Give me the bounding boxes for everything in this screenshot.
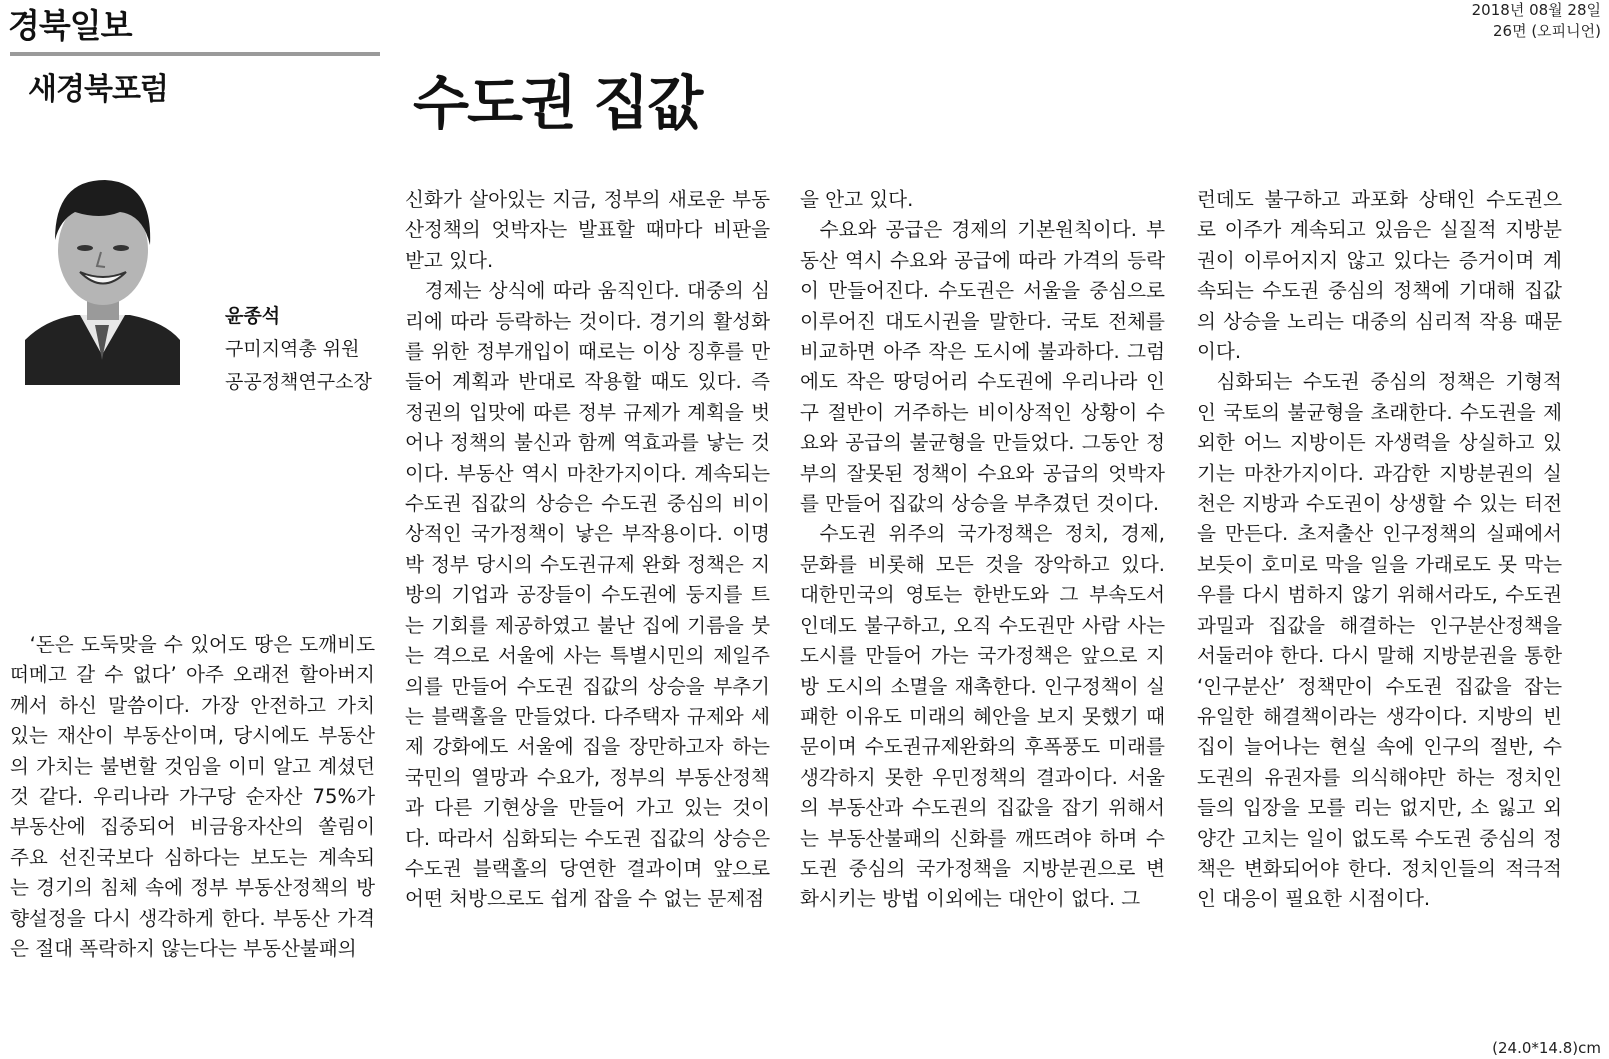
newspaper-masthead: 경북일보 xyxy=(8,6,132,45)
paragraph: ‘돈은 도둑맞을 수 있어도 땅은 도깨비도 떠메고 갈 수 없다’ 아주 오래전 할아버지께서 하신 말씀이다. 가장 안전하고 가치 있는 재산이 부동산이며, 당시에도 부동산의 가치는 불변할 것임을 이미 알고 계셨던 것 같다. 우리나라 가구당 순자산 75%가 부동산에 집중되어 비금융자산의 쏠림이 주요 선진국보다 심하다는 보도는 계속되는 경기의 침체 속에 정부 부동산정책의 방향설정을 다시 생각하게 한다. 부동산 가격은 절대 폭락하지 않는다는 부동산불패의 xyxy=(10,633,375,961)
article-column-3 xyxy=(800,185,1165,915)
paragraph: 수도권 위주의 국가정책은 정치, 경제, 문화를 비롯해 모든 것을 장악하고 있다. 대한민국의 영토는 한반도와 그 부속도서인데도 불구하고, 오직 수도권만 사람 사는 도시를 만들어 가는 국가정책은 앞으로 지방 도시의 소멸을 재촉한다. 인구정책이 실패한 이유도 미래의 혜안을 보지 못했기 때문이며 수도권규제완화의 후폭풍도 미래를 생각하지 못한 우민정책의 결과이다. 서울의 부동산과 수도권의 집값을 잡기 위해서는 부동산불패의 신화를 깨뜨려야 하며 수도권 중심의 국가정책을 지방분권으로 변화시키는 방법 이외에는 대안이 없다. 그 xyxy=(800,522,1165,911)
author-name: 윤종석 xyxy=(225,305,281,327)
portrait-svg xyxy=(25,160,180,385)
paragraph: 을 안고 있다. xyxy=(800,188,914,211)
author-affiliation: 공공정책연구소장 xyxy=(225,371,372,393)
page-section: 26면 (오피니언) xyxy=(1492,22,1601,40)
article-column-2 xyxy=(405,185,770,915)
author-title: 구미지역총 위원 xyxy=(225,338,360,360)
article-column-4 xyxy=(1197,185,1562,915)
section-title: 새경북포럼 xyxy=(28,72,168,107)
article-headline: 수도권 집값 xyxy=(413,69,702,137)
paragraph: 심화되는 수도권 중심의 정책은 기형적인 국토의 불균형을 초래한다. 수도권을 제외한 어느 지방이든 자생력을 상실하고 있기는 마찬가지이다. 과감한 지방분권의 실천은 지방과 수도권이 상생할 수 있는 터전을 만든다. 초저출산 인구정책의 실패에서 보듯이 호미로 막을 일을 가래로도 못 막는 우를 다시 범하지 않기 위해서라도, 수도권 과밀과 집값을 해결하는 인구분산정책을 서둘러야 한다. 다시 말해 지방분권을 통한 ‘인구분산’ 정책만이 수도권 집값을 잡는 유일한 해결책이라는 생각이다. 지방의 빈집이 늘어나는 현실 속에 인구의 절반, 수도권의 유권자를 의식해야만 하는 정치인들의 입장을 모를 리는 없지만, 소 잃고 외양간 고치는 일이 없도록 수도권 중심의 정책은 변화되어야 한다. 정치인들의 적극적인 대응이 필요한 시점이다. xyxy=(1197,370,1562,911)
paragraph: 경제는 상식에 따라 움직인다. 대중의 심리에 따라 등락하는 것이다. 경기의 활성화를 위한 정부개입이 때로는 이상 징후를 만들어 계획과 반대로 작용할 때도 있다. 즉 정권의 입맛에 따른 정부 규제가 계획을 벗어나 정책의 불신과 함께 역효과를 낳는 것이다. 부동산 역시 마찬가지이다. 계속되는 수도권 집값의 상승은 수도권 중심의 비이상적인 국가정책이 낳은 부작용이다. 이명박 정부 당시의 수도권규제 완화 정책은 지방의 기업과 공장들이 수도권에 둥지를 트는 기회를 제공하였고 불난 집에 기름을 붓는 격으로 서울에 사는 특별시민의 제일주의를 만들어 수도권 집값의 상승을 부추기는 블랙홀을 만들었다. 다주택자 규제와 세제 강화에도 서울에 집을 장만하고자 하는 국민의 열망과 수요가, 정부의 부동산정책과 다른 기현상을 만들어 가고 있는 것이다. 따라서 심화되는 수도권 집값의 상승은 수도권 블랙홀의 당연한 결과이며 앞으로 어떤 처방으로도 쉽게 잡을 수 없는 문제점 xyxy=(405,279,770,911)
issue-date: 2018년 08월 28일 xyxy=(1471,1,1601,19)
article-column-1 xyxy=(10,630,375,964)
author-portrait-icon xyxy=(25,160,180,385)
section-rule xyxy=(10,52,380,56)
author-byline xyxy=(225,300,372,399)
paragraph: 신화가 살아있는 지금, 정부의 새로운 부동산정책의 엇박자는 발표할 때마다 비판을 받고 있다. xyxy=(405,188,770,272)
paragraph: 런데도 불구하고 과포화 상태인 수도권으로 이주가 계속되고 있음은 실질적 지방분권이 이루어지지 않고 있다는 증거이며 계속되는 수도권 중심의 정책에 기대해 집값의 상승을 노리는 대중의 심리적 작용 때문이다. xyxy=(1197,188,1562,364)
issue-meta xyxy=(1472,0,1601,42)
paragraph: 수요와 공급은 경제의 기본원칙이다. 부동산 역시 수요와 공급에 따라 가격의 등락이 만들어진다. 수도권은 서울을 중심으로 이루어진 대도시권을 말한다. 국토 전체를 비교하면 아주 작은 도시에 불과하다. 그럼에도 작은 땅덩어리 수도권에 우리나라 인구 절반이 거주하는 비이상적인 상황이 수요와 공급의 불균형을 만들었다. 그동안 정부의 잘못된 정책이 수요와 공급의 엇박자를 만들어 집값의 상승을 부추겼던 것이다. xyxy=(800,218,1165,516)
clipping-size: (24.0*14.8)cm xyxy=(1492,1039,1601,1057)
